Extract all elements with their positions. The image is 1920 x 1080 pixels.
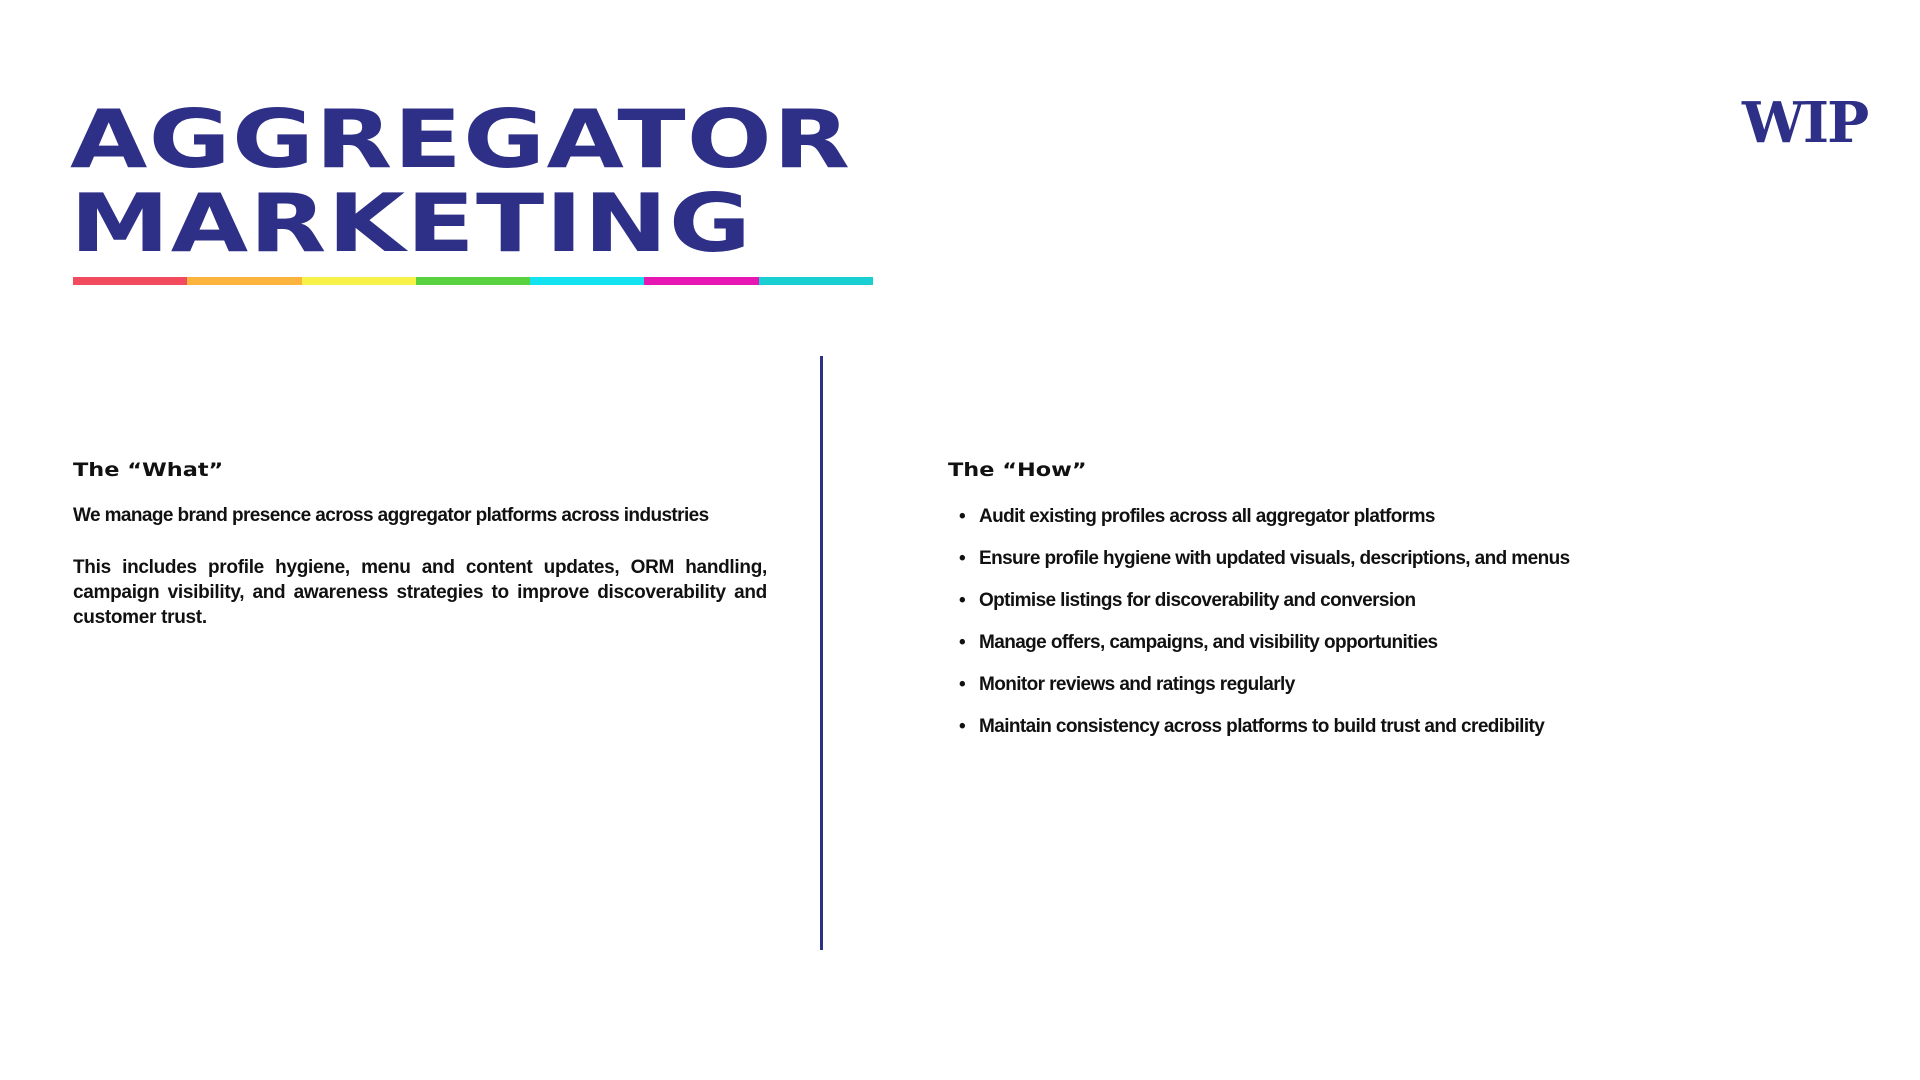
wip-logo: WIP bbox=[1742, 90, 1868, 156]
how-list-item bbox=[948, 506, 1570, 548]
how-list-item bbox=[948, 716, 1570, 758]
stripe-segment-orange bbox=[187, 277, 301, 285]
bullet-icon: • bbox=[959, 548, 966, 569]
page-title-line-1: AGGREGATOR bbox=[70, 93, 852, 186]
column-divider bbox=[820, 356, 823, 950]
how-item-text: Audit existing profiles across all aggregator platforms bbox=[979, 506, 1435, 527]
how-list-item bbox=[948, 590, 1570, 632]
how-item-text: Optimise listings for discoverability and conversion bbox=[979, 590, 1416, 611]
stripe-segment-yellow bbox=[302, 277, 416, 285]
what-intro: We manage brand presence across aggregator platforms across industries bbox=[73, 505, 709, 526]
page-title bbox=[70, 93, 852, 270]
bullet-icon: • bbox=[959, 716, 966, 737]
how-item-text: Maintain consistency across platforms to build trust and credibility bbox=[979, 716, 1545, 737]
what-heading: The “What” bbox=[73, 459, 224, 481]
bullet-icon: • bbox=[959, 590, 966, 611]
how-list-item bbox=[948, 548, 1570, 590]
how-item-text: Manage offers, campaigns, and visibility opportunities bbox=[979, 632, 1438, 653]
stripe-segment-red bbox=[73, 277, 187, 285]
stripe-segment-green bbox=[416, 277, 530, 285]
stripe-segment-cyan bbox=[530, 277, 644, 285]
page-title-line-2: MARKETING bbox=[70, 177, 753, 270]
rainbow-stripe bbox=[73, 277, 873, 285]
how-heading: The “How” bbox=[948, 459, 1087, 481]
bullet-icon: • bbox=[959, 506, 966, 527]
what-body: This includes profile hygiene, menu and content updates, ORM handling, campaign visibility, and awareness strategies to improve discoverability and customer trust. bbox=[73, 557, 767, 628]
stripe-segment-teal bbox=[759, 277, 873, 285]
how-list bbox=[948, 506, 1570, 758]
how-item-text: Ensure profile hygiene with updated visuals, descriptions, and menus bbox=[979, 548, 1570, 569]
how-list-item bbox=[948, 632, 1570, 674]
bullet-icon: • bbox=[959, 674, 966, 695]
bullet-icon: • bbox=[959, 632, 966, 653]
how-item-text: Monitor reviews and ratings regularly bbox=[979, 674, 1295, 695]
how-list-item bbox=[948, 674, 1570, 716]
stripe-segment-magenta bbox=[644, 277, 758, 285]
